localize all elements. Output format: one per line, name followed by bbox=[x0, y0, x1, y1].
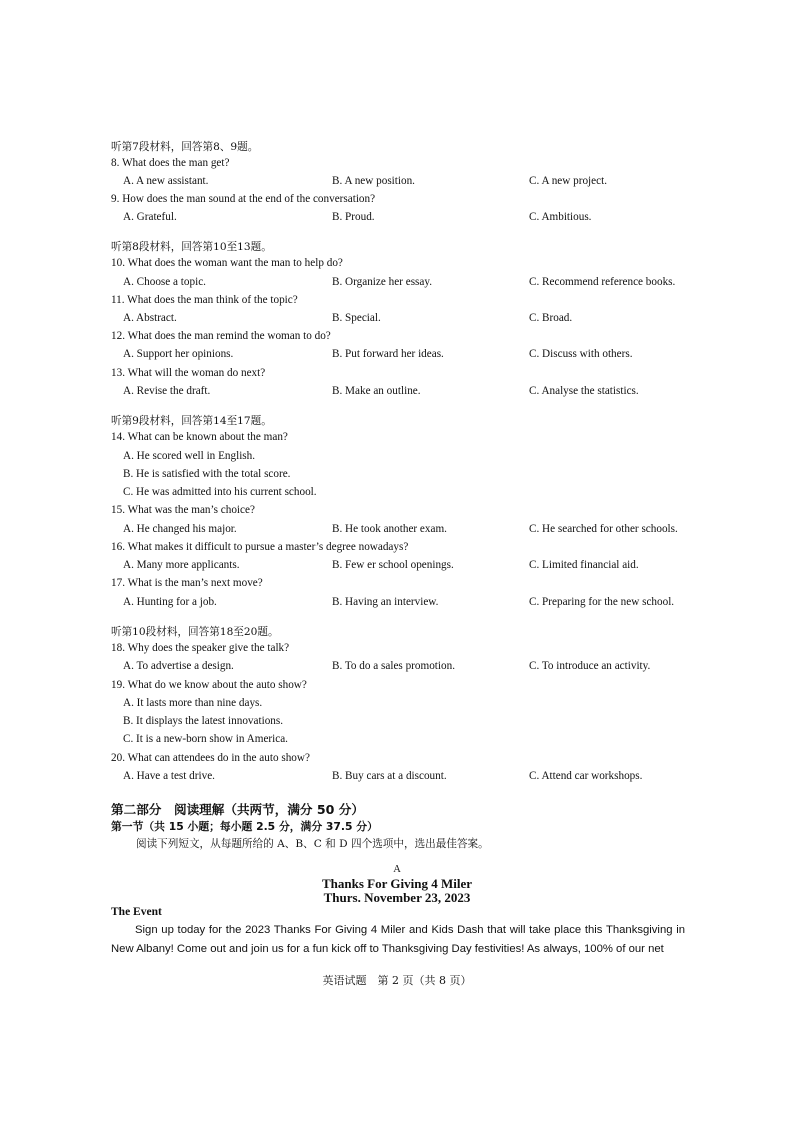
question-17: 17. What is the man’s next move? bbox=[111, 577, 263, 589]
option-12c: C. Discuss with others. bbox=[529, 348, 633, 360]
option-9a: A. Grateful. bbox=[123, 211, 177, 223]
option-15c: C. He searched for other schools. bbox=[529, 523, 678, 535]
option-11c: C. Broad. bbox=[529, 312, 573, 324]
question-19: 19. What do we know about the auto show? bbox=[111, 679, 307, 691]
page-footer: 英语试题 第 2 页（共 8 页） bbox=[322, 974, 472, 987]
passage-letter: A bbox=[393, 864, 401, 875]
option-10b: B. Organize her essay. bbox=[332, 276, 433, 288]
option-12b: B. Put forward her ideas. bbox=[332, 348, 444, 360]
option-10c: C. Recommend reference books. bbox=[529, 276, 676, 288]
option-13c: C. Analyse the statistics. bbox=[529, 385, 639, 397]
option-20c: C. Attend car workshops. bbox=[529, 770, 643, 782]
option-8b: B. A new position. bbox=[332, 175, 415, 187]
option-14c: C. He was admitted into his current school. bbox=[123, 486, 317, 498]
option-8a: A. A new assistant. bbox=[123, 175, 209, 187]
option-8c: C. A new project. bbox=[529, 175, 607, 187]
option-10a: A. Choose a topic. bbox=[123, 276, 206, 288]
option-19c: C. It is a new-born show in America. bbox=[123, 733, 288, 745]
option-18b: B. To do a sales promotion. bbox=[332, 660, 455, 672]
question-10: 10. What does the woman want the man to help do? bbox=[111, 257, 343, 269]
option-11b: B. Special. bbox=[332, 312, 381, 324]
passage-title: Thanks For Giving 4 Miler bbox=[322, 876, 472, 891]
option-15a: A. He changed his major. bbox=[123, 523, 237, 535]
passage-body: Sign up today for the 2023 Thanks For Giving 4 Miler and Kids Dash that will take place this Thanksgiving in New Albany! Come out and join us for a fun kick off to Thanksgiving Day festivities! As always, 100% of our net bbox=[111, 924, 685, 955]
question-12: 12. What does the man remind the woman to do? bbox=[111, 330, 331, 342]
option-14b: B. He is satisfied with the total score. bbox=[123, 468, 291, 480]
passage-date: Thurs. November 23, 2023 bbox=[323, 890, 471, 905]
option-16b: B. Few er school openings. bbox=[332, 559, 454, 571]
option-9b: B. Proud. bbox=[332, 211, 375, 223]
option-20b: B. Buy cars at a discount. bbox=[332, 770, 447, 782]
part2-section-title: 第一节（共 15 小题；每小题 2.5 分，满分 37.5 分） bbox=[111, 820, 378, 833]
question-13: 13. What will the woman do next? bbox=[111, 367, 266, 379]
question-15: 15. What was the man’s choice? bbox=[111, 504, 255, 516]
option-9c: C. Ambitious. bbox=[529, 211, 592, 223]
question-18: 18. Why does the speaker give the talk? bbox=[111, 642, 290, 654]
option-12a: A. Support her opinions. bbox=[123, 348, 234, 360]
option-17c: C. Preparing for the new school. bbox=[529, 596, 675, 608]
option-13b: B. Make an outline. bbox=[332, 385, 421, 397]
section-header-10: 听第10段材料，回答第18至20题。 bbox=[111, 626, 279, 638]
question-9: 9. How does the man sound at the end of the conversation? bbox=[111, 193, 376, 205]
section-header-7: 听第7段材料，回答第8、9题。 bbox=[111, 141, 259, 153]
option-16a: A. Many more applicants. bbox=[123, 559, 240, 571]
question-8: 8. What does the man get? bbox=[111, 157, 230, 169]
option-17b: B. Having an interview. bbox=[332, 596, 439, 608]
option-17a: A. Hunting for a job. bbox=[123, 596, 217, 608]
part2-title: 第二部分 阅读理解（共两节，满分 50 分） bbox=[111, 802, 364, 817]
section-header-9: 听第9段材料，回答第14至17题。 bbox=[111, 415, 272, 427]
question-14: 14. What can be known about the man? bbox=[111, 431, 288, 443]
option-15b: B. He took another exam. bbox=[332, 523, 447, 535]
question-20: 20. What can attendees do in the auto show? bbox=[111, 752, 310, 764]
section-header-8: 听第8段材料，回答第10至13题。 bbox=[111, 241, 272, 253]
option-19a: A. It lasts more than nine days. bbox=[123, 697, 263, 709]
option-14a: A. He scored well in English. bbox=[123, 450, 256, 462]
passage-heading: The Event bbox=[111, 906, 162, 918]
option-18c: C. To introduce an activity. bbox=[529, 660, 651, 672]
part2-instruction: 阅读下列短文，从每题所给的 A、B、C 和 D 四个选项中，选出最佳答案。 bbox=[136, 838, 489, 850]
option-11a: A. Abstract. bbox=[123, 312, 177, 324]
question-16: 16. What makes it difficult to pursue a master’s degree nowadays? bbox=[111, 541, 409, 553]
option-18a: A. To advertise a design. bbox=[123, 660, 234, 672]
option-20a: A. Have a test drive. bbox=[123, 770, 215, 782]
question-11: 11. What does the man think of the topic? bbox=[111, 294, 298, 306]
option-16c: C. Limited financial aid. bbox=[529, 559, 639, 571]
option-19b: B. It displays the latest innovations. bbox=[123, 715, 284, 727]
option-13a: A. Revise the draft. bbox=[123, 385, 211, 397]
